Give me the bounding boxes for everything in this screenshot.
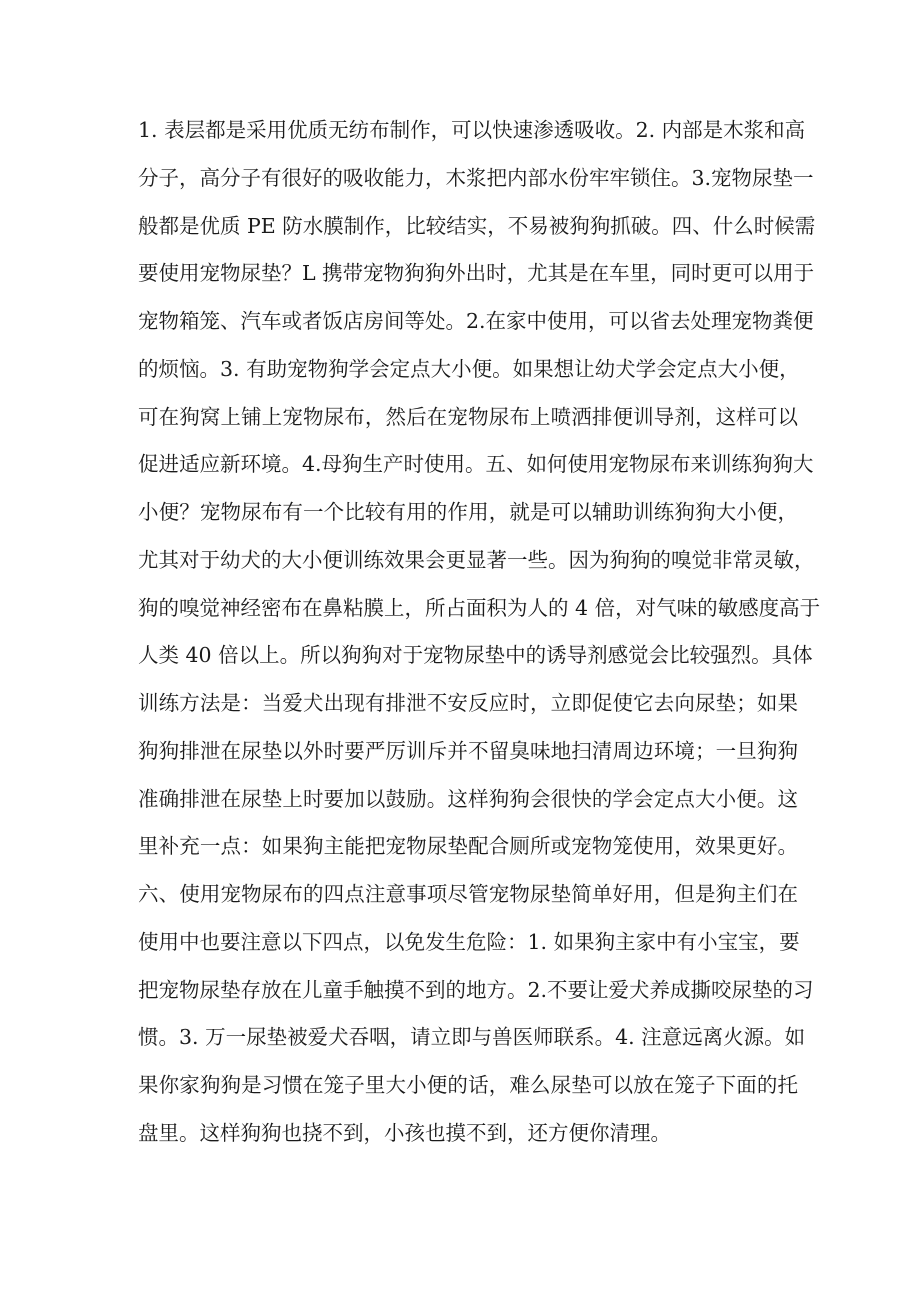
text-line: 六、使用宠物尿布的四点注意事项尽管宠物尿垫简单好用，但是狗主们在 <box>138 882 798 906</box>
text-line: 使用中也要注意以下四点，以免发生危险：1. 如果狗主家中有小宝宝，要 <box>138 930 800 954</box>
text-line: 般都是优质 PE 防水膜制作，比较结实，不易被狗狗抓破。四、什么时候需 <box>138 214 816 238</box>
text-line: 分子，高分子有很好的吸收能力，木浆把内部水份牢牢锁住。3.宠物尿垫一 <box>138 166 814 190</box>
text-line: 可在狗窝上铺上宠物尿布，然后在宠物尿布上喷洒排便训导剂，这样可以 <box>138 405 798 429</box>
text-line: 的烦恼。3. 有助宠物狗学会定点大小便。如果想让幼犬学会定点大小便， <box>138 357 800 381</box>
text-line: 小便？宠物尿布有一个比较有用的作用，就是可以辅助训练狗狗大小便， <box>138 500 798 524</box>
text-line: 训练方法是：当爱犬出现有排泄不安反应时，立即促使它去向尿垫；如果 <box>138 691 798 715</box>
text-line: 把宠物尿垫存放在儿童手触摸不到的地方。2.不要让爱犬养成撕咬尿垫的习 <box>138 978 814 1002</box>
text-line: 狗的嗅觉神经密布在鼻粘膜上，所占面积为人的 4 倍，对气味的敏感度高于 <box>138 596 821 620</box>
text-line: 要使用宠物尿垫？L 携带宠物狗狗外出时，尤其是在车里，同时更可以用于 <box>138 261 815 285</box>
text-line: 人类 40 倍以上。所以狗狗对于宠物尿垫中的诱导剂感觉会比较强烈。具体 <box>138 643 813 667</box>
text-line: 惯。3. 万一尿垫被爱犬吞咽，请立即与兽医师联系。4. 注意远离火源。如 <box>138 1025 806 1049</box>
text-line: 果你家狗狗是习惯在笼子里大小便的话，难么尿垫可以放在笼子下面的托 <box>138 1073 798 1097</box>
text-line-last: 盘里。这样狗狗也挠不到，小孩也摸不到，还方便你清理。 <box>138 1121 671 1145</box>
text-line: 宠物箱笼、汽车或者饭店房间等处。2.在家中使用，可以省去处理宠物粪便 <box>138 309 814 333</box>
text-line: 里补充一点：如果狗主能把宠物尿垫配合厕所或宠物笼使用，效果更好。 <box>138 834 798 858</box>
text-line: 1. 表层都是采用优质无纺布制作，可以快速渗透吸收。2. 内部是木浆和高 <box>138 118 806 142</box>
text-line: 狗狗排泄在尿垫以外时要严厉训斥并不留臭味地扫清周边环境；一旦狗狗 <box>138 739 798 763</box>
text-line: 准确排泄在尿垫上时要加以鼓励。这样狗狗会很快的学会定点大小便。这 <box>138 787 798 811</box>
text-line: 尤其对于幼犬的大小便训练效果会更显著一些。因为狗狗的嗅觉非常灵敏， <box>138 548 815 572</box>
text-line: 促进适应新环境。4.母狗生产时使用。五、如何使用宠物尿布来训练狗狗大 <box>138 452 814 476</box>
